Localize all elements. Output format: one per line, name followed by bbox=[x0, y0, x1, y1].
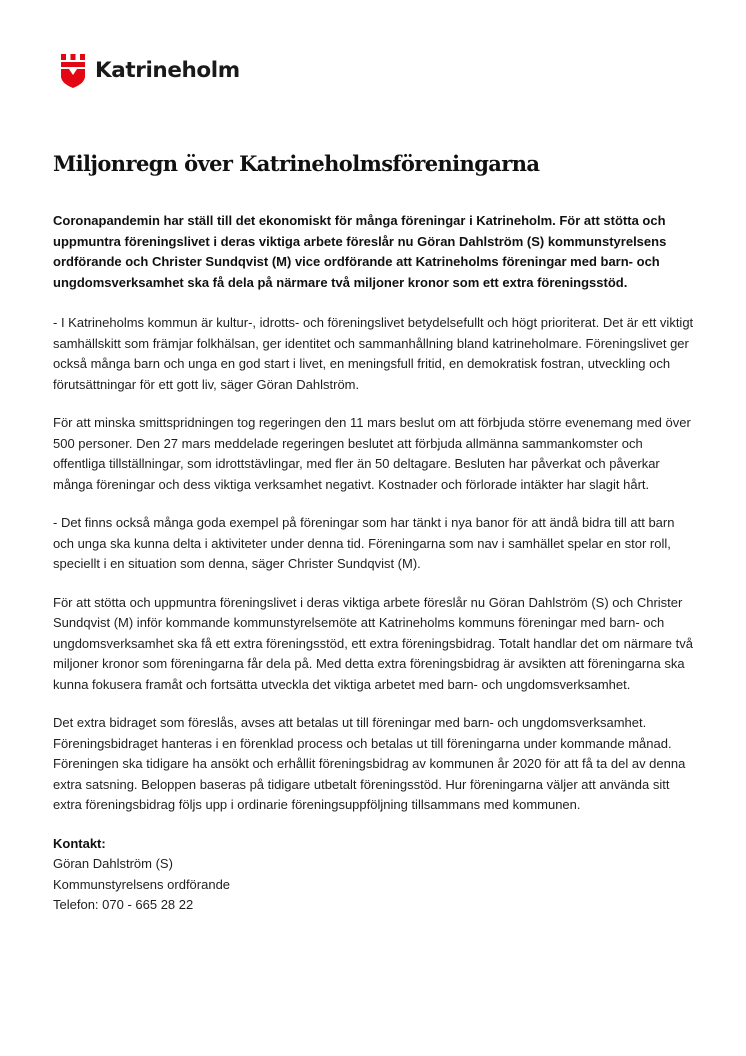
article-paragraph: För att stötta och uppmuntra föreningslivet i deras viktiga arbete föreslår nu Göran Dahlström (S) och Christer Sundqvist (M) inför kommande kommunstyrelsemöte att Katrineholms kommuns föreningar med barn- och ungdomsverksamhet ska få ett extra föreningsstöd, ett extra föreningsbidrag. Totalt handlar det om närmare två miljoner kronor som föreningarna får dela på. Med detta extra föreningsbidrag är avsikten att föreningarna ska kunna fokusera framåt och fortsätta utveckla det viktiga arbetet med barn- och ungdomsverksamhet. bbox=[53, 594, 693, 692]
brand-logo[interactable] bbox=[60, 54, 240, 88]
contact-block bbox=[53, 834, 695, 916]
article-paragraph: - Det finns också många goda exempel på föreningar som har tänkt i nya banor för att ändå bidra till att barn och unga ska kunna delta i aktiviteter under denna tid. Föreningarna som nav i samhället spelar en stor roll, speciellt i en situation som denna, säger Christer Sundqvist (M). bbox=[53, 515, 675, 571]
contact-heading: Kontakt: bbox=[53, 835, 106, 851]
article bbox=[53, 150, 695, 916]
article-paragraph: - I Katrineholms kommun är kultur-, idrotts- och föreningslivet betydelsefullt och högt prioriterat. Det är ett viktigt samhällskitt som främjar folkhälsan, ger identitet och sammanhållning bland katrineholmare. Föreningslivet ger också många barn och unga en god start i livet, en meningsfull fritid, en demokratisk fostran, utveckling och förutsättningar för ett gott liv, säger Göran Dahlström. bbox=[53, 315, 694, 392]
article-paragraph: För att minska smittspridningen tog regeringen den 11 mars beslut om att förbjuda större evenemang med över 500 personer. Den 27 mars meddelade regeringen beslutet att förbjuda allmänna sammankomster och offentliga tillställningar, som idrottstävlingar, med fler än 50 deltagare. Besluten har påverkat och påverkar många föreningar och dess viktiga verksamhet negativt. Kostnader och förlorade intäkter har slagit hårt. bbox=[53, 415, 691, 492]
castle-shield-icon bbox=[60, 54, 86, 88]
article-lead: Coronapandemin har ställ till det ekonomiskt för många föreningar i Katrineholm. För att stötta och uppmuntra föreningslivet i deras viktiga arbete föreslår nu Göran Dahlström (S) kommunstyrelsens ordförande och Christer Sundqvist (M) vice ordförande att Katrineholms föreningar med barn- och ungdomsverksamhet ska få dela på närmare två miljoner kronor som ett extra föreningsstöd. bbox=[53, 213, 667, 290]
brand-name: Katrineholm bbox=[95, 58, 240, 84]
contact-name: Göran Dahlström (S) bbox=[53, 856, 173, 871]
contact-phone[interactable]: Telefon: 070 - 665 28 22 bbox=[53, 897, 194, 912]
article-title: Miljonregn över Katrineholmsföreningarna bbox=[53, 151, 540, 176]
contact-role: Kommunstyrelsens ordförande bbox=[53, 876, 231, 892]
article-paragraph: Det extra bidraget som föreslås, avses att betalas ut till föreningar med barn- och ungdomsverksamhet. Föreningsbidraget hanteras i en förenklad process och betalas ut till föreningarna under kommande månad. Föreningen ska tidigare ha ansökt och erhållit föreningsbidrag av kommunen år 2020 för att få ta del av denna extra satsning. Beloppen baseras på tidigare utbetalt föreningsstöd. Hur föreningarna väljer att använda sitt extra föreningsbidrag följs upp i ordinarie föreningsuppföljning tillsammans med kommunen. bbox=[53, 715, 686, 812]
